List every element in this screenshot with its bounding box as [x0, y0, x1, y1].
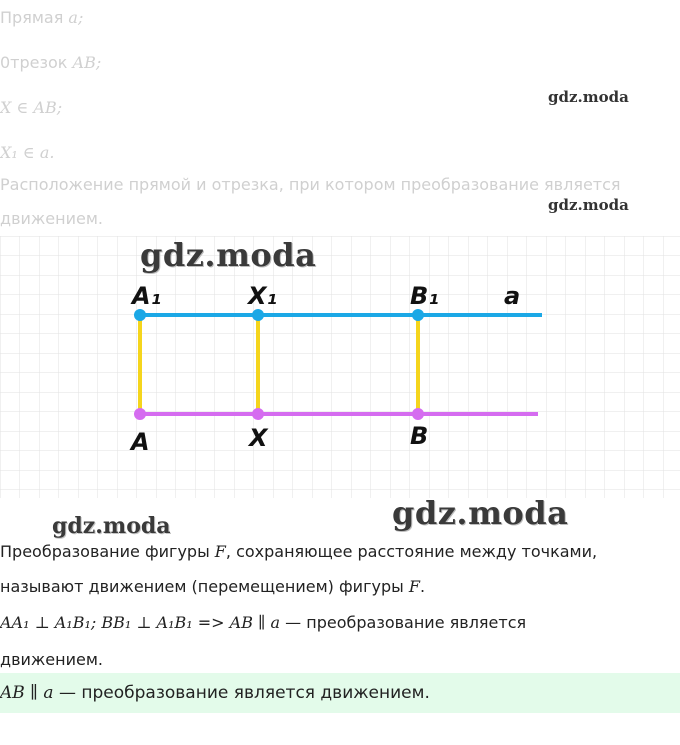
given-line-1-text: Прямая — [0, 8, 69, 27]
reasoning-line-1 — [0, 613, 526, 633]
watermark-small-1: gdz.moda — [548, 88, 629, 106]
label-a: A — [131, 428, 150, 456]
description-line-2: движением. — [0, 209, 104, 228]
watermark-small-2: gdz.moda — [548, 196, 629, 214]
label-x: X — [249, 424, 268, 452]
reasoning-math-2: AB ∥ a — [229, 613, 281, 632]
definition-line-2-pre: называют движением (перемещением) фигуры — [0, 577, 409, 596]
grid-background — [0, 236, 680, 498]
given-line-4: X₁ ∈ a. — [0, 143, 55, 162]
answer-text: — преобразование является движением. — [53, 683, 430, 703]
reasoning-arrow: => — [192, 613, 230, 632]
given-line-1 — [0, 8, 83, 28]
point-a1 — [134, 309, 146, 321]
watermark-figure-bottom: gdz.moda — [392, 494, 569, 532]
definition-line-1 — [0, 542, 597, 562]
point-x1 — [252, 309, 264, 321]
given-line-3: X ∈ AB; — [0, 98, 63, 117]
point-a — [134, 408, 146, 420]
label-a1: A₁ — [132, 282, 162, 310]
definition-line-2-math: F — [408, 577, 420, 596]
watermark-figure-top: gdz.moda — [140, 236, 317, 274]
point-b — [412, 408, 424, 420]
point-x — [252, 408, 264, 420]
answer-box — [0, 673, 680, 713]
reasoning-tail: — преобразование является — [280, 613, 527, 632]
given-line-2-text: 0трезок — [0, 53, 73, 72]
given-line-1-math: a; — [68, 8, 84, 27]
given-line-2 — [0, 53, 101, 73]
answer-math: AB ∥ a — [0, 683, 54, 703]
answer-line — [0, 683, 430, 703]
point-b1 — [412, 309, 424, 321]
description-line-1: Расположение прямой и отрезка, при котором преобразование является — [0, 175, 621, 194]
definition-line-2 — [0, 577, 425, 597]
label-line-a: a — [504, 282, 521, 310]
label-x1: X₁ — [248, 282, 278, 310]
reasoning-line-2: движением. — [0, 650, 104, 669]
definition-line-1-math: F — [214, 542, 226, 561]
label-b: B — [410, 422, 429, 450]
given-line-2-math: AB; — [72, 53, 102, 72]
watermark-figure-left: gdz.moda — [52, 513, 171, 539]
definition-line-1-pre: Преобразование фигуры — [0, 542, 215, 561]
definition-line-1-post: , сохраняющее расстояние между точками, — [225, 542, 598, 561]
definition-line-2-post: . — [419, 577, 426, 596]
label-b1: B₁ — [410, 282, 439, 310]
geometry-figure — [0, 236, 680, 498]
reasoning-math-1: AA₁ ⊥ A₁B₁; BB₁ ⊥ A₁B₁ — [0, 613, 193, 632]
